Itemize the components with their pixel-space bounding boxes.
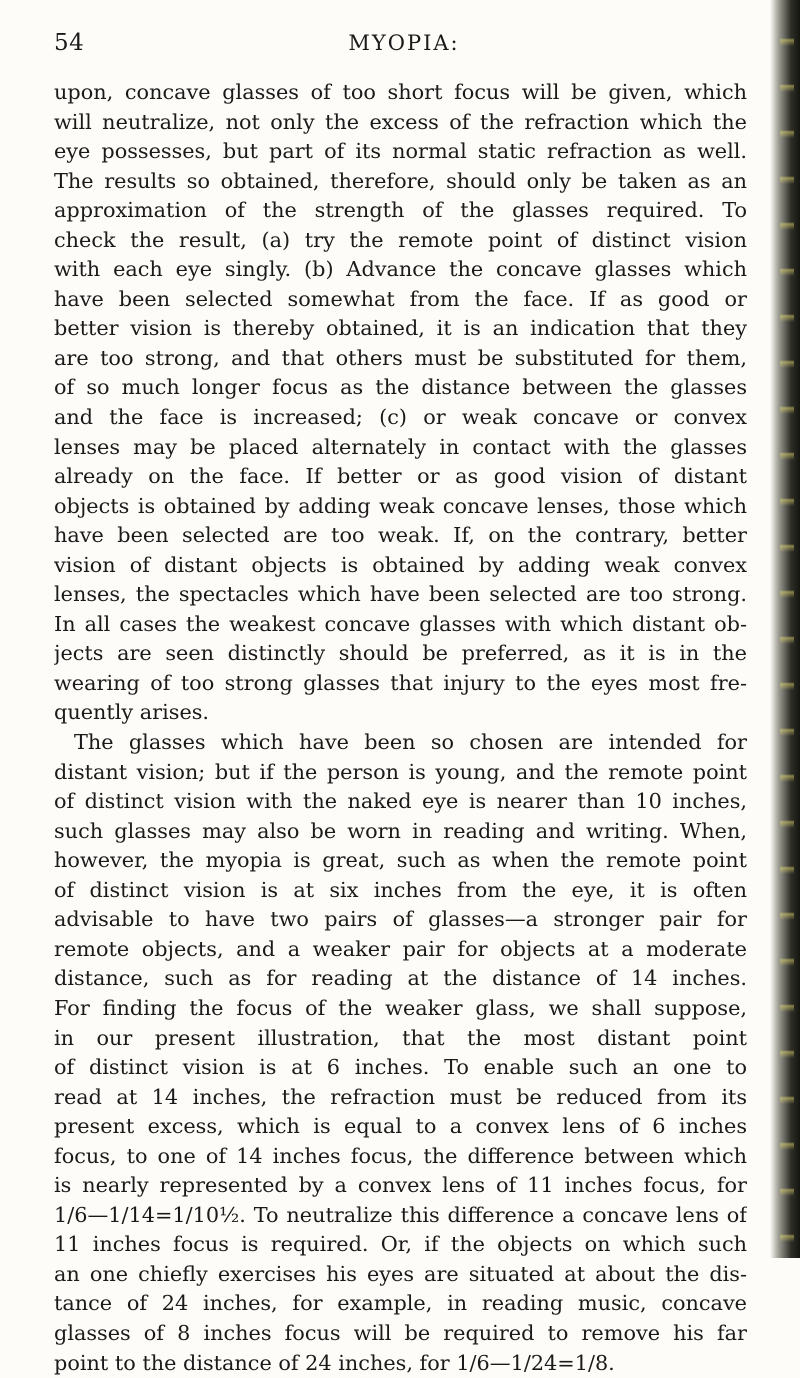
text-line: in our present illustration, that the most distant point bbox=[54, 1025, 747, 1050]
text-line: eye possesses, but part of its normal static refraction as well. bbox=[54, 139, 747, 164]
text-line: In all cases the weakest concave glasses with which distant ob- bbox=[54, 611, 747, 636]
text-line: upon, concave glasses of too short focus will be given, which bbox=[54, 80, 747, 104]
text-line: check the result, (a) try the remote point of distinct vision bbox=[54, 227, 747, 252]
text-line: lenses may be placed alternately in contact with the glasses bbox=[54, 434, 747, 459]
text-line: The results so obtained, therefore, should only be taken as an bbox=[54, 168, 747, 193]
text-line: point to the distance of 24 inches, for 1/6—1/24=1/8. bbox=[54, 1350, 615, 1375]
text-line: quently arises. bbox=[54, 700, 210, 725]
page-header bbox=[54, 30, 754, 64]
text-line: distance, such as for reading at the distance of 14 inches. bbox=[54, 966, 747, 991]
text-line: distant vision; but if the person is young, and the remote point bbox=[54, 759, 747, 784]
text-line: 1/6—1/14=1/10½. To neutralize this difference a concave lens of bbox=[54, 1202, 747, 1227]
text-line: such glasses may also be worn in reading and writing. When, bbox=[54, 818, 747, 843]
text-line: wearing of too strong glasses that injury to the eyes most fre- bbox=[54, 670, 747, 695]
text-line: of distinct vision with the naked eye is nearer than 10 inches, bbox=[54, 789, 747, 814]
text-line: For finding the focus of the weaker glass, we shall suppose, bbox=[54, 995, 747, 1020]
text-line: advisable to have two pairs of glasses—a stronger pair for bbox=[54, 907, 747, 932]
text-line: have been selected are too weak. If, on the contrary, better bbox=[54, 523, 747, 548]
text-line: 11 inches focus is required. Or, if the objects on which such bbox=[54, 1232, 747, 1257]
text-line: lenses, the spectacles which have been selected are too strong. bbox=[54, 582, 747, 607]
page-edge-stain bbox=[780, 0, 794, 1258]
text-line: remote objects, and a weaker pair for objects at a moderate bbox=[54, 936, 747, 961]
text-line: are too strong, and that others must be substituted for them, bbox=[54, 345, 747, 370]
text-line: already on the face. If better or as good vision of distant bbox=[54, 464, 747, 489]
text-line: read at 14 inches, the refraction must be reduced from its bbox=[54, 1084, 747, 1109]
text-line: of so much longer focus as the distance between the glasses bbox=[54, 375, 747, 400]
text-line: better vision is thereby obtained, it is an indication that they bbox=[54, 316, 747, 341]
text-line: glasses of 8 inches focus will be required to remove his far bbox=[54, 1320, 747, 1345]
text-line: with each eye singly. (b) Advance the concave glasses which bbox=[54, 257, 747, 282]
text-line: The glasses which have been so chosen are intended for bbox=[74, 730, 747, 755]
text-line: will neutralize, not only the excess of the refraction which the bbox=[54, 109, 747, 134]
text-line: of distinct vision is at six inches from the eye, it is often bbox=[54, 877, 747, 902]
text-line: and the face is increased; (c) or weak concave or convex bbox=[54, 405, 747, 430]
text-line: objects is obtained by adding weak concave lenses, those which bbox=[54, 493, 747, 518]
page-number: 54 bbox=[54, 30, 85, 56]
text-line: have been selected somewhat from the face. If as good or bbox=[54, 286, 747, 311]
text-line: vision of distant objects is obtained by adding weak convex bbox=[54, 552, 747, 577]
text-line: approximation of the strength of the glasses required. To bbox=[54, 198, 747, 223]
running-title: MYOPIA: bbox=[348, 31, 460, 55]
text-line: an one chiefly exercises his eyes are situated at about the dis- bbox=[54, 1261, 747, 1286]
text-line: however, the myopia is great, such as when the remote point bbox=[54, 848, 747, 873]
body-text bbox=[54, 78, 747, 1378]
text-line: is nearly represented by a convex lens of 11 inches focus, for bbox=[54, 1173, 747, 1198]
text-line: jects are seen distinctly should be preferred, as it is in the bbox=[54, 641, 747, 666]
text-line: tance of 24 inches, for example, in reading music, concave bbox=[54, 1291, 747, 1316]
text-line: of distinct vision is at 6 inches. To enable such an one to bbox=[54, 1055, 747, 1080]
text-line: focus, to one of 14 inches focus, the difference between which bbox=[54, 1143, 747, 1168]
text-line: present excess, which is equal to a convex lens of 6 inches bbox=[54, 1114, 747, 1139]
